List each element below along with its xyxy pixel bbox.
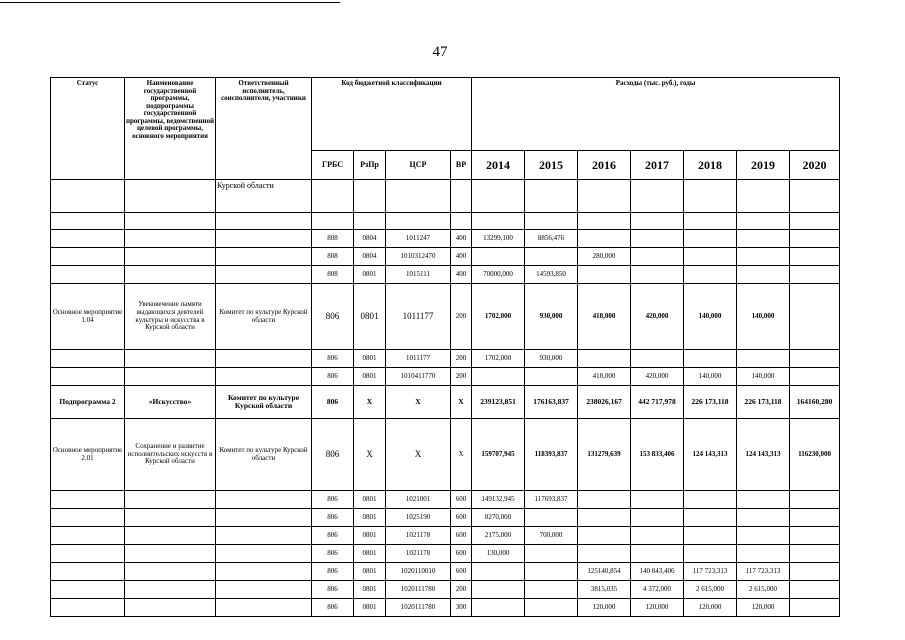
cell-name: Сохранение и развитие исполнительских искусств в Курской области [125, 419, 216, 491]
cell-csr: 1021178 [386, 527, 451, 545]
cell-2017 [631, 266, 684, 284]
header-year-2018: 2018 [684, 151, 737, 180]
cell-name [125, 491, 216, 509]
header-grbs: ГРБС [312, 151, 354, 180]
cell-vr: 600 [451, 491, 472, 509]
cell-2018 [684, 248, 737, 266]
cell-2016: 3815,035 [578, 581, 631, 599]
cell-2015: 118393,837 [525, 419, 578, 491]
table-row [51, 230, 840, 248]
cell-2017: 420,000 [631, 284, 684, 350]
cell-name [125, 581, 216, 599]
cell-name [125, 213, 216, 230]
cell-2019 [737, 527, 790, 545]
cell-csr: 1010312470 [386, 248, 451, 266]
cell-status: Подпрограмма 2 [51, 386, 125, 419]
cell-status [51, 213, 125, 230]
cell-rzpr: 0801 [354, 563, 386, 581]
cell-2018: 2 615,000 [684, 581, 737, 599]
header-budget-code: Код бюджетной классификации [312, 78, 472, 151]
cell-grbs: 806 [312, 419, 354, 491]
cell-name [125, 248, 216, 266]
cell-2015 [525, 563, 578, 581]
cell-vr: 600 [451, 545, 472, 563]
cell-grbs [312, 180, 354, 213]
cell-2017 [631, 491, 684, 509]
table-row [51, 368, 840, 386]
top-rule [0, 2, 340, 3]
cell-csr: 1011247 [386, 230, 451, 248]
cell-2020 [790, 213, 840, 230]
cell-2020 [790, 599, 840, 617]
header-year-2016: 2016 [578, 151, 631, 180]
cell-2020 [790, 509, 840, 527]
cell-responsible [216, 248, 312, 266]
cell-2018 [684, 180, 737, 213]
cell-grbs: 808 [312, 266, 354, 284]
cell-grbs: 806 [312, 509, 354, 527]
cell-responsible [216, 563, 312, 581]
cell-vr [451, 180, 472, 213]
cell-2017 [631, 350, 684, 368]
cell-grbs: 808 [312, 248, 354, 266]
cell-status [51, 545, 125, 563]
cell-grbs: 806 [312, 599, 354, 617]
cell-responsible [216, 230, 312, 248]
cell-grbs: 806 [312, 350, 354, 368]
cell-2014: 70000,000 [472, 266, 525, 284]
cell-csr: 1011177 [386, 350, 451, 368]
cell-vr: 300 [451, 599, 472, 617]
cell-2019 [737, 350, 790, 368]
cell-rzpr: 0801 [354, 599, 386, 617]
cell-responsible: Комитет по культуре Курской области [216, 419, 312, 491]
cell-2020 [790, 368, 840, 386]
cell-grbs [312, 213, 354, 230]
cell-2017: 4 372,000 [631, 581, 684, 599]
cell-2014: 8270,000 [472, 509, 525, 527]
cell-rzpr [354, 213, 386, 230]
cell-2014 [472, 563, 525, 581]
cell-2019 [737, 545, 790, 563]
cell-2015 [525, 180, 578, 213]
cell-vr: Х [451, 419, 472, 491]
cell-name [125, 350, 216, 368]
cell-2014 [472, 368, 525, 386]
cell-2017 [631, 248, 684, 266]
cell-2016: 280,000 [578, 248, 631, 266]
cell-grbs: 806 [312, 284, 354, 350]
cell-2014 [472, 599, 525, 617]
cell-2018 [684, 350, 737, 368]
header-csr: ЦСР [386, 151, 451, 180]
cell-csr: Х [386, 386, 451, 419]
cell-2016: 125140,854 [578, 563, 631, 581]
cell-2015 [525, 545, 578, 563]
cell-2016: 131279,639 [578, 419, 631, 491]
cell-name [125, 527, 216, 545]
cell-grbs: 806 [312, 491, 354, 509]
cell-2017: 420,000 [631, 368, 684, 386]
cell-2019: 117 723,313 [737, 563, 790, 581]
table-row [51, 386, 840, 419]
cell-2014: 149132,945 [472, 491, 525, 509]
cell-2016 [578, 545, 631, 563]
cell-2017 [631, 509, 684, 527]
cell-2016 [578, 213, 631, 230]
cell-grbs: 808 [312, 230, 354, 248]
cell-vr: 600 [451, 509, 472, 527]
header-year-2015: 2015 [525, 151, 578, 180]
cell-responsible [216, 266, 312, 284]
cell-rzpr: 0804 [354, 248, 386, 266]
cell-2018 [684, 545, 737, 563]
cell-responsible [216, 581, 312, 599]
table-row [51, 180, 840, 213]
table-row [51, 248, 840, 266]
cell-2015: 700,000 [525, 527, 578, 545]
cell-2015 [525, 213, 578, 230]
cell-2017 [631, 545, 684, 563]
cell-name [125, 230, 216, 248]
cell-2014 [472, 180, 525, 213]
cell-rzpr: 0801 [354, 491, 386, 509]
cell-name [125, 368, 216, 386]
cell-grbs: 806 [312, 563, 354, 581]
table-row [51, 284, 840, 350]
cell-2015: 930,000 [525, 284, 578, 350]
cell-responsible [216, 368, 312, 386]
cell-status [51, 248, 125, 266]
table-row [51, 581, 840, 599]
cell-2015: 930,000 [525, 350, 578, 368]
cell-2020 [790, 266, 840, 284]
cell-2016: 418,000 [578, 284, 631, 350]
cell-2014 [472, 248, 525, 266]
cell-2016: 120,000 [578, 599, 631, 617]
cell-rzpr: Х [354, 386, 386, 419]
cell-vr: 200 [451, 581, 472, 599]
cell-2019: 226 173,118 [737, 386, 790, 419]
cell-2019 [737, 230, 790, 248]
cell-csr: Х [386, 419, 451, 491]
cell-2020: 116230,000 [790, 419, 840, 491]
budget-table [50, 77, 840, 617]
cell-2014: 239123,851 [472, 386, 525, 419]
cell-csr: 1020111780 [386, 581, 451, 599]
cell-vr: 400 [451, 248, 472, 266]
cell-2019: 140,000 [737, 284, 790, 350]
cell-status: Основное мероприятие 1.04 [51, 284, 125, 350]
cell-rzpr: 0801 [354, 368, 386, 386]
cell-rzpr: 0801 [354, 527, 386, 545]
cell-responsible [216, 527, 312, 545]
cell-2017 [631, 527, 684, 545]
cell-2018 [684, 491, 737, 509]
cell-2015 [525, 368, 578, 386]
cell-2020 [790, 350, 840, 368]
cell-2017: 153 833,406 [631, 419, 684, 491]
cell-rzpr [354, 180, 386, 213]
cell-2015: 117693,837 [525, 491, 578, 509]
cell-2019 [737, 509, 790, 527]
cell-csr: 1020110010 [386, 563, 451, 581]
cell-responsible [216, 545, 312, 563]
cell-name [125, 266, 216, 284]
cell-status [51, 368, 125, 386]
cell-vr: Х [451, 386, 472, 419]
cell-csr: 1021001 [386, 491, 451, 509]
cell-2017 [631, 180, 684, 213]
cell-status [51, 350, 125, 368]
cell-vr: 600 [451, 527, 472, 545]
cell-2016 [578, 230, 631, 248]
cell-2020 [790, 563, 840, 581]
cell-2018 [684, 213, 737, 230]
cell-2016 [578, 180, 631, 213]
cell-2016 [578, 350, 631, 368]
cell-status [51, 266, 125, 284]
cell-2017: 140 843,406 [631, 563, 684, 581]
header-year-2020: 2020 [790, 151, 840, 180]
cell-2015 [525, 599, 578, 617]
header-vr: ВР [451, 151, 472, 180]
cell-2014: 1702,000 [472, 284, 525, 350]
cell-name [125, 599, 216, 617]
cell-2014: 2175,000 [472, 527, 525, 545]
cell-2015 [525, 509, 578, 527]
cell-2015 [525, 581, 578, 599]
cell-2018: 124 143,313 [684, 419, 737, 491]
cell-2017: 442 717,978 [631, 386, 684, 419]
cell-responsible [216, 350, 312, 368]
cell-2017 [631, 230, 684, 248]
cell-2020 [790, 248, 840, 266]
cell-2019: 2 615,000 [737, 581, 790, 599]
cell-responsible [216, 599, 312, 617]
cell-2018: 140,000 [684, 368, 737, 386]
cell-rzpr: Х [354, 419, 386, 491]
cell-2014: 1702,000 [472, 350, 525, 368]
cell-status: Основное мероприятие 2.01 [51, 419, 125, 491]
cell-2016 [578, 491, 631, 509]
cell-vr: 200 [451, 284, 472, 350]
cell-status [51, 509, 125, 527]
cell-status [51, 230, 125, 248]
cell-2018 [684, 230, 737, 248]
cell-csr: 1025190 [386, 509, 451, 527]
cell-2015: 8856,476 [525, 230, 578, 248]
cell-rzpr: 0801 [354, 266, 386, 284]
cell-vr: 400 [451, 266, 472, 284]
cell-2015: 176163,837 [525, 386, 578, 419]
cell-2014 [472, 213, 525, 230]
cell-2019 [737, 266, 790, 284]
cell-rzpr: 0801 [354, 545, 386, 563]
cell-vr: 200 [451, 368, 472, 386]
cell-2015: 14593,850 [525, 266, 578, 284]
cell-grbs: 806 [312, 581, 354, 599]
cell-2019: 120,000 [737, 599, 790, 617]
cell-csr: 1010411770 [386, 368, 451, 386]
cell-name [125, 180, 216, 213]
cell-2020 [790, 527, 840, 545]
cell-2016 [578, 266, 631, 284]
cell-2014 [472, 581, 525, 599]
cell-name [125, 509, 216, 527]
table-row [51, 545, 840, 563]
cell-2018: 140,000 [684, 284, 737, 350]
cell-responsible [216, 213, 312, 230]
cell-responsible [216, 491, 312, 509]
cell-2020 [790, 230, 840, 248]
cell-status [51, 491, 125, 509]
header-year-2017: 2017 [631, 151, 684, 180]
cell-status [51, 599, 125, 617]
cell-name [125, 545, 216, 563]
cell-2014: 130,000 [472, 545, 525, 563]
header-expenses: Расходы (тыс. руб.), годы [472, 78, 840, 151]
cell-2017 [631, 213, 684, 230]
cell-responsible: Комитет по культуре Курской области [216, 386, 312, 419]
cell-2018 [684, 266, 737, 284]
cell-status [51, 563, 125, 581]
cell-2018: 120,000 [684, 599, 737, 617]
header-year-2019: 2019 [737, 151, 790, 180]
cell-2016 [578, 509, 631, 527]
cell-2018: 117 723,313 [684, 563, 737, 581]
cell-2014: 159707,945 [472, 419, 525, 491]
cell-vr [451, 213, 472, 230]
table-row [51, 419, 840, 491]
cell-2018 [684, 509, 737, 527]
cell-2019: 140,000 [737, 368, 790, 386]
table-row [51, 563, 840, 581]
cell-2019: 124 143,313 [737, 419, 790, 491]
cell-rzpr: 0804 [354, 230, 386, 248]
cell-2020 [790, 491, 840, 509]
cell-2020 [790, 284, 840, 350]
cell-2020: 164160,280 [790, 386, 840, 419]
cell-2019 [737, 180, 790, 213]
header-rzpr: РзПр [354, 151, 386, 180]
cell-2018: 226 173,118 [684, 386, 737, 419]
header-responsible: Ответственный исполнитель, соисполнители, участники [216, 78, 312, 180]
cell-responsible: Курской области [216, 180, 312, 213]
cell-2016: 238026,167 [578, 386, 631, 419]
cell-csr: 1020111780 [386, 599, 451, 617]
header-status: Статус [51, 78, 125, 180]
cell-2019 [737, 213, 790, 230]
cell-vr: 600 [451, 563, 472, 581]
cell-name [125, 563, 216, 581]
header-program-name: Наименование государственной программы, подпрограммы государственной программы, ведомственной целевой программы, основного мероприятия [125, 78, 216, 180]
cell-2016 [578, 527, 631, 545]
header-year-2014: 2014 [472, 151, 525, 180]
cell-status [51, 527, 125, 545]
cell-grbs: 806 [312, 545, 354, 563]
cell-grbs: 806 [312, 368, 354, 386]
table-row [51, 213, 840, 230]
cell-2020 [790, 545, 840, 563]
table-row [51, 491, 840, 509]
cell-rzpr: 0801 [354, 284, 386, 350]
cell-csr: 1021178 [386, 545, 451, 563]
cell-2014: 13299,100 [472, 230, 525, 248]
cell-name: Увековечение памяти выдающихся деятелей культуры и искусства в Курской области [125, 284, 216, 350]
cell-grbs: 806 [312, 527, 354, 545]
cell-name: «Искусство» [125, 386, 216, 419]
cell-status [51, 180, 125, 213]
cell-2017: 120,000 [631, 599, 684, 617]
table-row [51, 509, 840, 527]
cell-grbs: 806 [312, 386, 354, 419]
cell-csr [386, 180, 451, 213]
cell-csr [386, 213, 451, 230]
cell-2016: 418,000 [578, 368, 631, 386]
cell-2018 [684, 527, 737, 545]
cell-rzpr: 0801 [354, 350, 386, 368]
cell-status [51, 581, 125, 599]
cell-csr: 1011177 [386, 284, 451, 350]
table-row [51, 350, 840, 368]
cell-2015 [525, 248, 578, 266]
table-row [51, 599, 840, 617]
cell-vr: 400 [451, 230, 472, 248]
cell-rzpr: 0801 [354, 509, 386, 527]
cell-vr: 200 [451, 350, 472, 368]
cell-responsible: Комитет по культуре Курской области [216, 284, 312, 350]
cell-rzpr: 0801 [354, 581, 386, 599]
cell-2019 [737, 491, 790, 509]
table-row [51, 527, 840, 545]
table-row [51, 266, 840, 284]
page-number: 47 [432, 44, 448, 60]
cell-2020 [790, 581, 840, 599]
cell-responsible [216, 509, 312, 527]
cell-2020 [790, 180, 840, 213]
cell-2019 [737, 248, 790, 266]
cell-csr: 1015111 [386, 266, 451, 284]
